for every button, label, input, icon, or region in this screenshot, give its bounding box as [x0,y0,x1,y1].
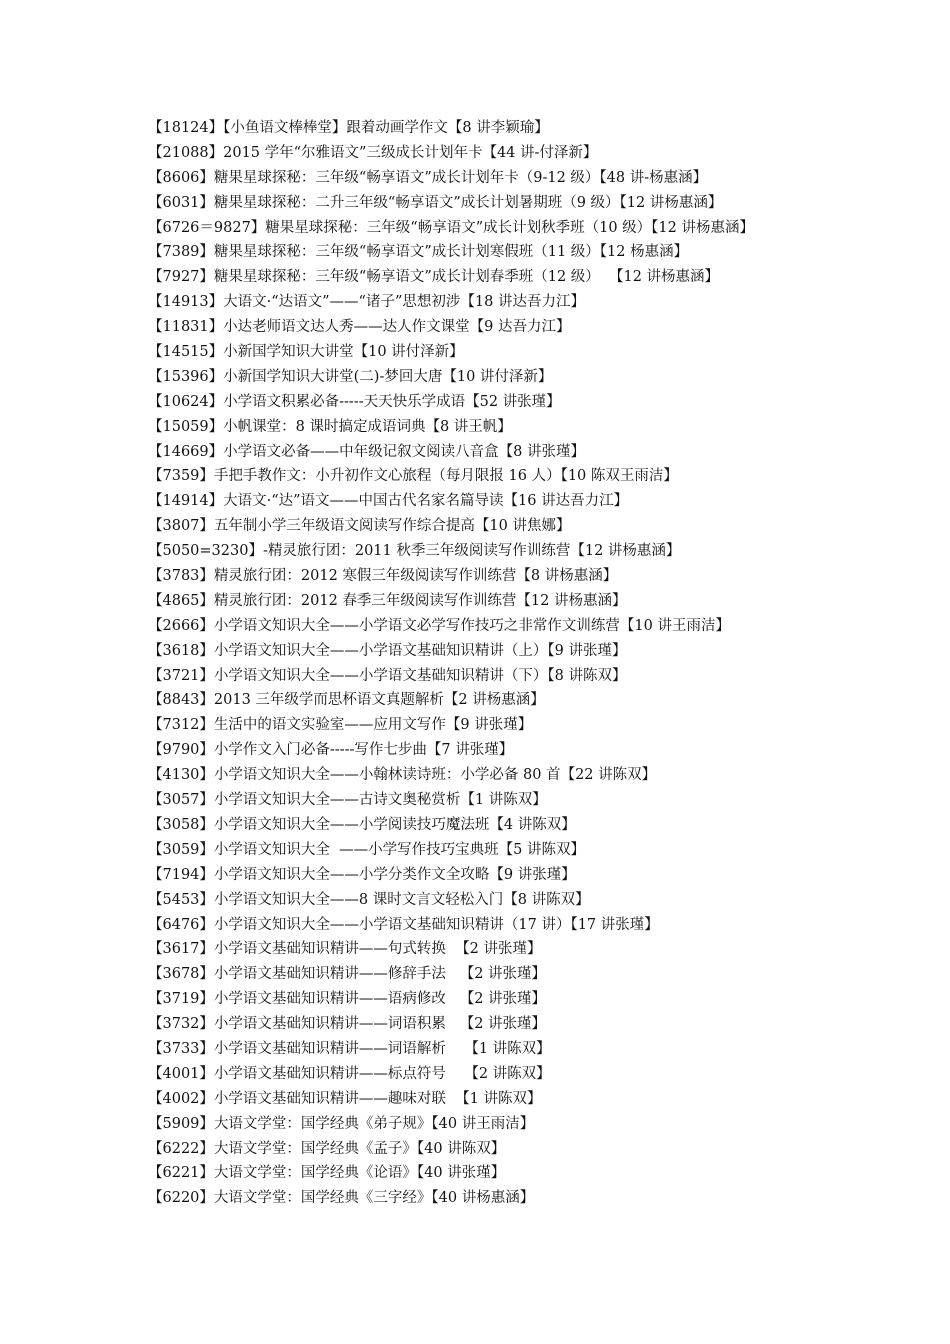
course-line: 【7194】小学语文知识大全——小学分类作文全攻略【9 讲张瑾】 [148,866,576,883]
course-line: 【6476】小学语文知识大全——小学语文基础知识精讲（17 讲）【17 讲张瑾】 [148,916,659,933]
course-line: 【4865】精灵旅行团：2012 春季三年级阅读写作训练营【12 讲杨惠涵】 [148,592,627,609]
course-line: 【15059】小帆课堂：8 课时搞定成语词典【8 讲王帆】 [148,418,512,435]
course-line: 【3059】小学语文知识大全 ——小学写作技巧宝典班【5 讲陈双】 [148,841,585,858]
course-list [148,116,928,1211]
course-line: 【3807】五年制小学三年级语文阅读写作综合提高【10 讲焦娜】 [148,518,571,535]
course-line: 【4001】小学语文基础知识精讲——标点符号 【2 讲陈双】 [148,1065,551,1082]
course-line: 【6031】糖果星球探秘：二升三年级“畅享语文”成长计划暑期班（9 级）【12 讲杨惠涵】 [148,194,723,211]
course-line: 【8843】2013 三年级学而思杯语文真题解析【2 讲杨惠涵】 [148,692,545,709]
course-line: 【3057】小学语文知识大全——古诗文奥秘赏析【1 讲陈双】 [148,792,547,809]
course-line: 【3732】小学语文基础知识精讲——词语积累 【2 讲张瑾】 [148,1016,547,1033]
course-line: 【7359】手把手教作文：小升初作文心旅程（每月限报 16 人）【10 陈双王雨洁】 [148,468,678,485]
course-line: 【3058】小学语文知识大全——小学阅读技巧魔法班【4 讲陈双】 [148,816,576,833]
course-line: 【3719】小学语文基础知识精讲——语病修改 【2 讲张瑾】 [148,991,547,1008]
course-line: 【5909】大语文学堂：国学经典《弟子规》【40 讲王雨洁】 [148,1115,535,1132]
course-line: 【4130】小学语文知识大全——小翰林读诗班：小学必备 80 首【22 讲陈双】 [148,767,657,784]
course-line: 【9790】小学作文入门必备-----写作七步曲【7 讲张瑾】 [148,742,514,759]
course-line: 【18124】【小鱼语文棒棒堂】跟着动画学作文【8 讲李颖瑜】 [148,120,549,136]
course-line: 【8606】糖果星球探秘：三年级“畅享语文”成长计划年卡（9-12 级）【48 讲-杨惠涵】 [148,169,708,186]
course-line: 【3733】小学语文基础知识精讲——词语解析 【1 讲陈双】 [148,1040,551,1057]
course-line: 【3617】小学语文基础知识精讲——句式转换 【2 讲张瑾】 [148,941,542,958]
course-line: 【14913】大语文·“达语文”——“诸子”思想初涉【18 讲达吾力江】 [148,294,585,311]
course-line: 【2666】小学语文知识大全——小学语文必学写作技巧之非常作文训练营【10 讲王雨洁】 [148,617,730,634]
course-line: 【11831】小达老师语文达人秀——达人作文课堂【9 达吾力江】 [148,319,571,336]
course-line: 【15396】小新国学知识大讲堂(二)-梦回大唐【10 讲付泽新】 [148,368,553,385]
course-line: 【6726＝9827】糖果星球探秘：三年级“畅享语文”成长计划秋季班（10 级）【12 讲杨惠涵】 [148,219,754,236]
course-line: 【6222】大语文学堂：国学经典《孟子》【40 讲陈双】 [148,1140,506,1157]
course-line: 【7389】糖果星球探秘：三年级“畅享语文”成长计划寒假班（11 级）【12 杨惠涵】 [148,244,689,261]
course-line: 【5050=3230】-精灵旅行团：2011 秋季三年级阅读写作训练营【12 讲杨惠涵】 [148,543,681,560]
course-line: 【14669】小学语文必备——中年级记叙文阅读八音盒【8 讲张瑾】 [148,443,585,460]
course-line: 【10624】小学语文积累必备-----天天快乐学成语【52 讲张瑾】 [148,393,561,410]
course-line: 【3721】小学语文知识大全——小学语文基础知识精讲（下）【8 讲陈双】 [148,667,627,684]
course-line: 【3783】精灵旅行团：2012 寒假三年级阅读写作训练营【8 讲杨惠涵】 [148,568,618,585]
course-line: 【4002】小学语文基础知识精讲——趣味对联 【1 讲陈双】 [148,1090,542,1107]
course-line: 【3618】小学语文知识大全——小学语文基础知识精讲（上）【9 讲张瑾】 [148,642,627,659]
course-line: 【6221】大语文学堂：国学经典《论语》【40 讲张瑾】 [148,1165,506,1182]
course-line: 【6220】大语文学堂：国学经典《三字经》【40 讲杨惠涵】 [148,1190,535,1207]
course-line: 【7312】生活中的语文实验室——应用文写作【9 讲张瑾】 [148,717,533,734]
course-line: 【5453】小学语文知识大全——8 课时文言文轻松入门【8 讲陈双】 [148,891,590,908]
course-line: 【14914】大语文·“达”语文——中国古代名家名篇导读【16 讲达吾力江】 [148,493,629,510]
course-line: 【21088】2015 学年“尔雅语文”三级成长计划年卡【44 讲-付泽新】 [148,144,598,161]
course-line: 【3678】小学语文基础知识精讲——修辞手法 【2 讲张瑾】 [148,966,547,983]
course-line: 【14515】小新国学知识大讲堂【10 讲付泽新】 [148,344,464,361]
course-line: 【7927】糖果星球探秘：三年级“畅享语文”成长计划春季班（12 级） 【12 讲杨惠涵】 [148,269,720,286]
